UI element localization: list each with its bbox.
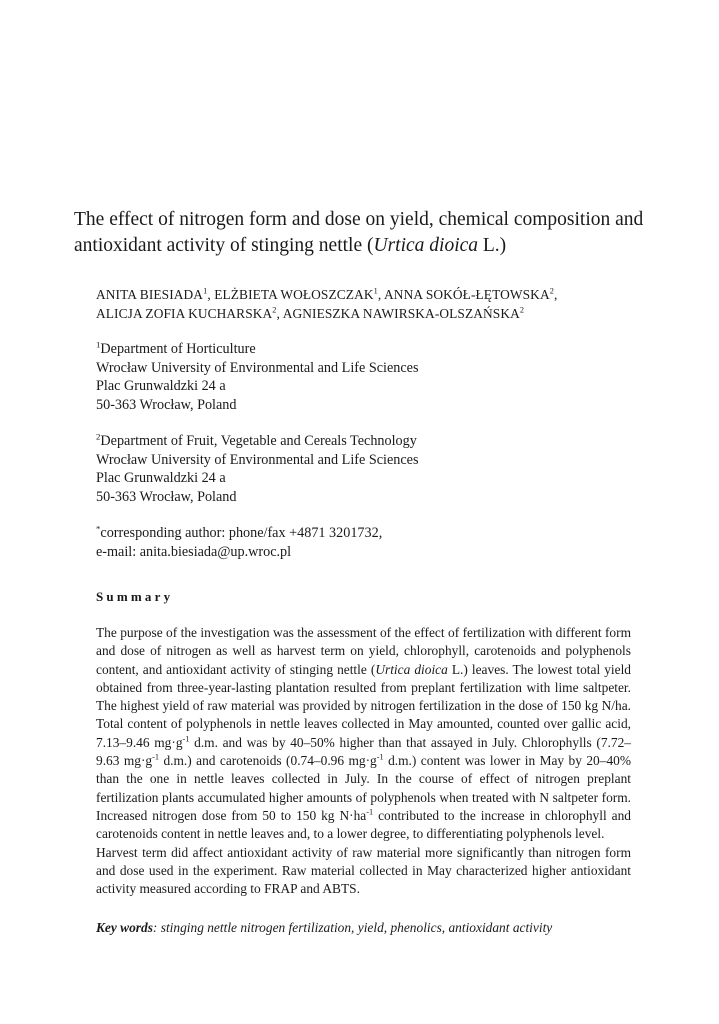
author-affiliation-mark: 1: [203, 286, 208, 296]
unit-exponent: -1: [182, 734, 190, 744]
street-address: Plac Grunwaldzki 24 a: [96, 470, 226, 486]
abstract-paragraph-1: [96, 624, 631, 844]
abstract-paragraph-2: Harvest term did affect antioxidant activity of raw material more significantly than nitrogen form and dose used in the experiment. Raw material collected in May characterized higher antioxidant activity measured according to FRAP and ABTS.: [96, 844, 631, 897]
author-affiliation-mark: 1: [373, 286, 378, 296]
unit-exponent: -1: [376, 752, 384, 762]
title-line-1: The effect of nitrogen form and dose on yield, chemical composition and: [74, 209, 644, 230]
corresponding-author: [96, 524, 656, 561]
abstract-text: L.) leaves. The lowest total yield obtained from three-year-lasting plantation resulted from preplant fertilization with lime saltpeter. The highest yield of raw material was provided by nitrogen fertilization in the dose of 150 kg N/ha. Total content of polyphenols in nettle leaves collected in May amounted, counted over gallic acid, 7.13–9.46 mg·g: [96, 661, 631, 750]
abstract-species: Urtica dioica: [375, 661, 448, 677]
title-species: Urtica dioica: [373, 235, 479, 256]
abstract-text: The purpose of the investigation was the assessment of the effect of fertilization with different form and dose of nitrogen as well as harvest term on yield, chlorophyll, carotenoids and polyphenols content, and antioxidant activity of stinging nettle (: [96, 625, 631, 677]
affiliation-mark: 2: [96, 431, 101, 442]
affiliation-1: [96, 340, 656, 414]
department-name: Department of Horticulture: [100, 341, 256, 357]
city-address: 50-363 Wrocław, Poland: [96, 396, 237, 413]
corresponding-mark: *: [96, 523, 101, 534]
abstract-body: [96, 624, 631, 898]
keywords-label: Key words: [96, 920, 153, 935]
abstract-text: d.m.) and carotenoids (0.74–0.96 mg·g: [159, 753, 377, 769]
author-line-2: [96, 304, 656, 323]
keywords: [96, 920, 636, 936]
keywords-text: stinging nettle nitrogen fertilization, yield, phenolics, antioxidant activity: [157, 920, 553, 935]
author-affiliation-mark: 2: [272, 305, 277, 315]
title-line-2: [74, 233, 654, 259]
affiliation-2: [96, 432, 656, 506]
unit-exponent: -1: [366, 807, 374, 817]
author-name: , ELŻBIETA WOŁOSZCZAK: [207, 287, 374, 302]
author-name: ANITA BIESIADA: [96, 287, 204, 302]
abstract-text: d.m.) content was lower in May by 20–40% than the one in nettle leaves collected in July. In the course of effect of nitrogen preplant fertilization plants accumulated higher amounts of polyphenols when treated with N saltpeter form. Increased nitrogen dose from 50 to 150 kg N·ha: [96, 753, 631, 823]
department-name: Department of Fruit, Vegetable and Cereals Technology: [100, 433, 417, 449]
author-affiliation-mark: 2: [549, 286, 554, 296]
unit-exponent: -1: [152, 752, 160, 762]
title-text-end: L.): [478, 235, 507, 256]
keywords-colon: :: [152, 920, 158, 935]
affiliation-department: [96, 340, 656, 359]
corresponding-email: e-mail: anita.biesiada@up.wroc.pl: [96, 543, 292, 560]
author-line-1: [96, 285, 656, 304]
author-affiliation-mark: 2: [519, 305, 525, 315]
affiliation-department: [96, 432, 656, 451]
university-name: Wrocław University of Environmental and Life Sciences: [96, 359, 419, 376]
author-name: ALICJA ZOFIA KUCHARSKA: [96, 306, 273, 321]
city-address: 50-363 Wrocław, Poland: [96, 488, 237, 505]
abstract-text: d.m. and was by 40–50% higher than that assayed in July. Chlorophylls (7.72–9.63 mg·g: [96, 734, 631, 769]
corresponding-phone-text: corresponding author: phone/fax +4871 3201732,: [100, 525, 383, 541]
university-name: Wrocław University of Environmental and Life Sciences: [96, 451, 419, 468]
paper-title: [74, 207, 654, 259]
corresponding-phone: [96, 524, 656, 543]
affiliation-mark: 1: [96, 339, 101, 350]
author-name: , ANNA SOKÓŁ-ŁĘTOWSKA: [377, 287, 550, 302]
abstract-text: contributed to the increase in chlorophyll and carotenoids content in nettle leaves and, to a lower degree, to differentiating polyphenols level.: [96, 807, 631, 842]
street-address: Plac Grunwaldzki 24 a: [96, 378, 226, 394]
summary-heading: Summary: [96, 589, 174, 604]
author-separator: ,: [553, 287, 558, 302]
title-text: antioxidant activity of stinging nettle (: [74, 235, 374, 256]
author-name: , AGNIESZKA NAWIRSKA-OLSZAŃSKA: [276, 306, 520, 321]
author-list: [96, 285, 656, 323]
